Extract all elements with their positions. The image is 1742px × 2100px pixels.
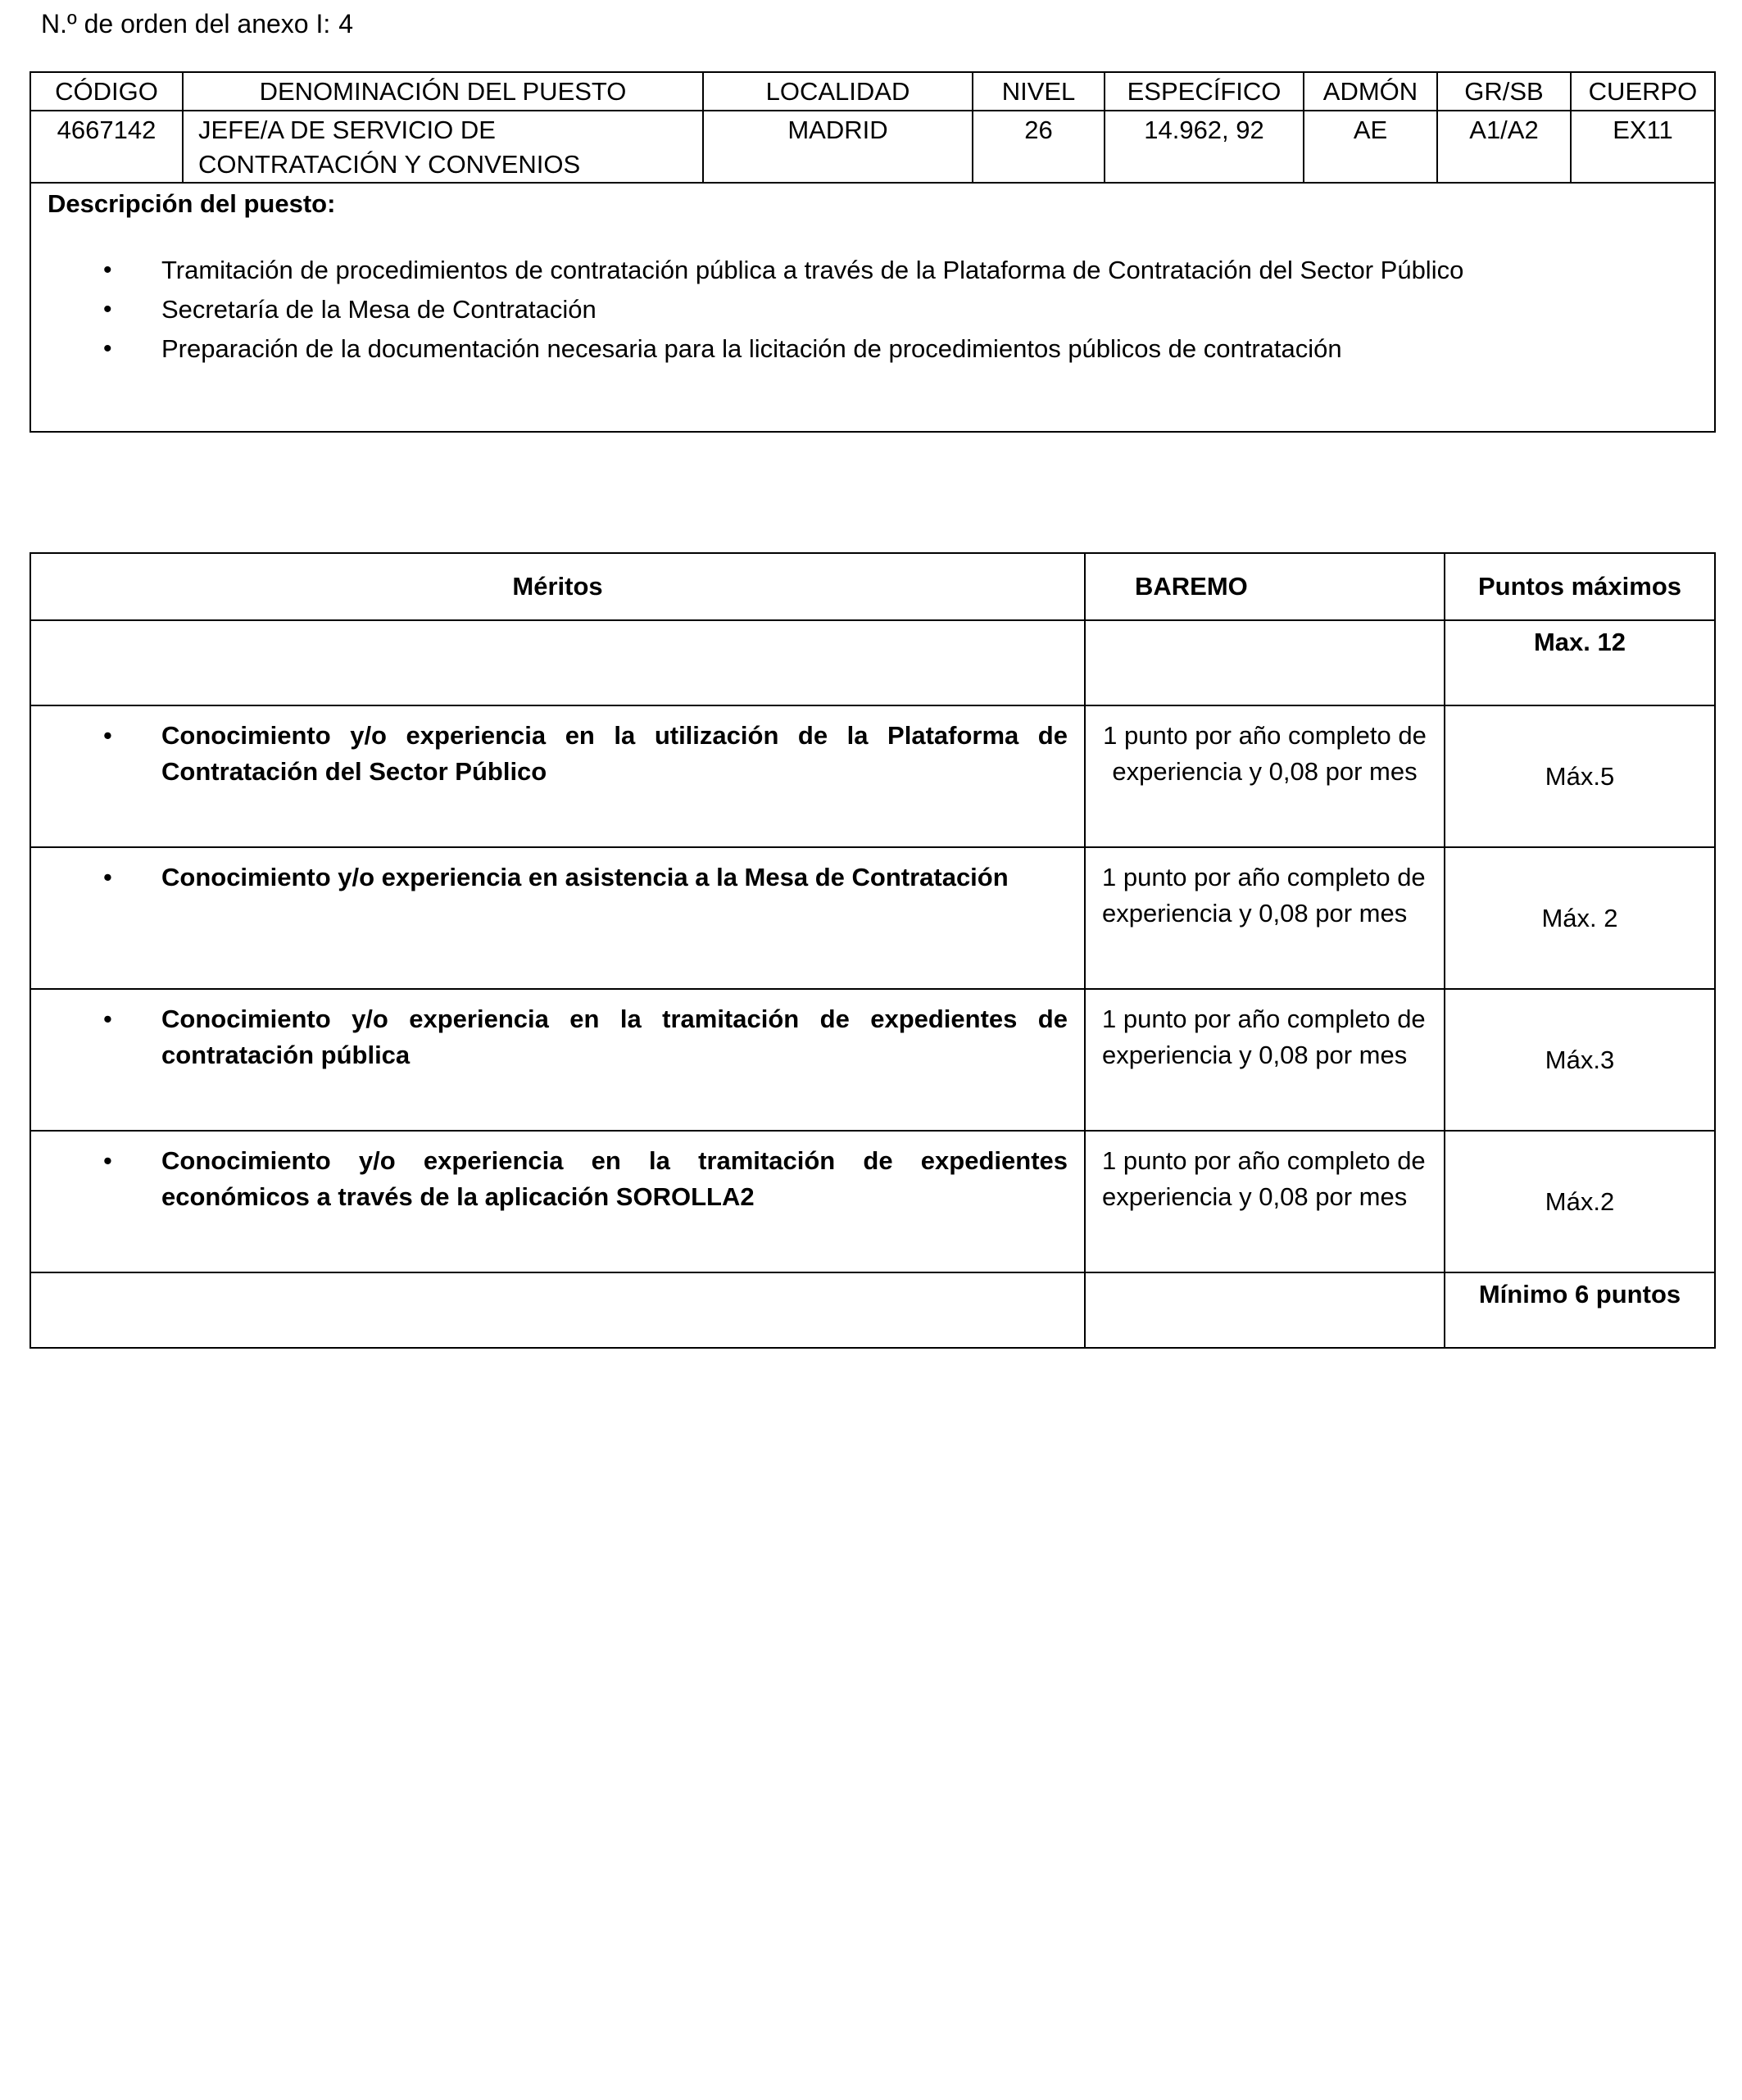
cell-especifico: 14.962, 92 <box>1105 111 1304 183</box>
baremo-cell <box>1085 1131 1445 1272</box>
cell-cuerpo: EX11 <box>1571 111 1715 183</box>
baremo-text: 1 punto por año completo de experiencia y 0,08 por mes <box>1102 863 1426 928</box>
bullet-icon: • <box>103 1146 112 1175</box>
merito-row <box>30 847 1715 989</box>
baremo-text: 1 punto por año completo de experiencia y 0,08 por mes <box>1103 721 1427 786</box>
cell-grsb: A1/A2 <box>1437 111 1571 183</box>
empty-cell <box>1085 1272 1445 1348</box>
max-cell: Máx.2 <box>1445 1131 1715 1272</box>
merito-cell <box>30 1131 1085 1272</box>
cell-admon: AE <box>1304 111 1437 183</box>
empty-cell <box>1085 620 1445 705</box>
bullet-icon: • <box>103 296 112 323</box>
descripcion-title: Descripción del puesto: <box>48 189 336 218</box>
header-localidad: LOCALIDAD <box>703 72 973 111</box>
empty-cell <box>30 620 1085 705</box>
merito-cell <box>30 705 1085 847</box>
merito-row <box>30 989 1715 1131</box>
header-admon: ADMÓN <box>1304 72 1437 111</box>
header-grsb: GR/SB <box>1437 72 1571 111</box>
cell-denominacion: JEFE/A DE SERVICIO DE CONTRATACIÓN Y CONVENIOS <box>183 111 703 183</box>
baremo-cell <box>1085 847 1445 989</box>
empty-cell <box>30 1272 1085 1348</box>
header-meritos: Méritos <box>30 553 1085 620</box>
merito-row <box>30 705 1715 847</box>
max-total: Max. 12 <box>1445 620 1715 705</box>
meritos-table <box>29 552 1716 1349</box>
merito-text: Conocimiento y/o experiencia en la utilización de la Plataforma de Contratación del Sector Público <box>161 721 1068 786</box>
descripcion-item <box>31 251 1714 290</box>
max-cell: Máx.3 <box>1445 989 1715 1131</box>
meritos-header-row <box>30 553 1715 620</box>
header-nivel: NIVEL <box>973 72 1105 111</box>
descripcion-item <box>31 329 1714 369</box>
minimo-row <box>30 1272 1715 1348</box>
puesto-header-row <box>30 72 1715 111</box>
descripcion-item <box>31 290 1714 329</box>
max-total-row <box>30 620 1715 705</box>
minimo-puntos: Mínimo 6 puntos <box>1445 1272 1715 1348</box>
bullet-icon: • <box>103 1005 112 1033</box>
orden-anexo <box>41 7 353 41</box>
descripcion-list <box>31 251 1714 369</box>
baremo-text: 1 punto por año completo de experiencia y 0,08 por mes <box>1102 1146 1426 1211</box>
header-puntos-maximos: Puntos máximos <box>1445 553 1715 620</box>
descripcion-item-text: Tramitación de procedimientos de contratación pública a través de la Plataforma de Contratación del Sector Público <box>161 256 1464 284</box>
merito-cell <box>30 847 1085 989</box>
descripcion-item-text: Secretaría de la Mesa de Contratación <box>161 295 597 324</box>
puesto-data-row <box>30 111 1715 183</box>
baremo-text: 1 punto por año completo de experiencia y 0,08 por mes <box>1102 1005 1426 1069</box>
bullet-icon: • <box>103 335 112 362</box>
merito-row <box>30 1131 1715 1272</box>
bullet-icon: • <box>103 863 112 891</box>
descripcion-cell <box>30 183 1715 432</box>
merito-text: Conocimiento y/o experiencia en la tramitación de expedientes económicos a través de la aplicación SOROLLA2 <box>161 1146 1068 1211</box>
max-cell: Máx. 2 <box>1445 847 1715 989</box>
bullet-icon: • <box>103 256 112 283</box>
baremo-cell <box>1085 989 1445 1131</box>
bullet-icon: • <box>103 721 112 750</box>
cell-localidad: MADRID <box>703 111 973 183</box>
orden-value: 4 <box>338 9 354 39</box>
puesto-table <box>29 71 1716 433</box>
descripcion-row <box>30 183 1715 432</box>
header-codigo: CÓDIGO <box>30 72 183 111</box>
header-baremo: BAREMO <box>1085 553 1445 620</box>
cell-codigo: 4667142 <box>30 111 183 183</box>
merito-cell <box>30 989 1085 1131</box>
baremo-cell <box>1085 705 1445 847</box>
header-cuerpo: CUERPO <box>1571 72 1715 111</box>
header-especifico: ESPECÍFICO <box>1105 72 1304 111</box>
merito-text: Conocimiento y/o experiencia en la tramitación de expedientes de contratación pública <box>161 1005 1068 1069</box>
header-denominacion: DENOMINACIÓN DEL PUESTO <box>183 72 703 111</box>
merito-text: Conocimiento y/o experiencia en asistencia a la Mesa de Contratación <box>161 863 1009 891</box>
descripcion-item-text: Preparación de la documentación necesaria para la licitación de procedimientos públicos de contratación <box>161 334 1342 363</box>
max-cell: Máx.5 <box>1445 705 1715 847</box>
cell-nivel: 26 <box>973 111 1105 183</box>
orden-label: N.º de orden del anexo I: <box>41 9 331 39</box>
